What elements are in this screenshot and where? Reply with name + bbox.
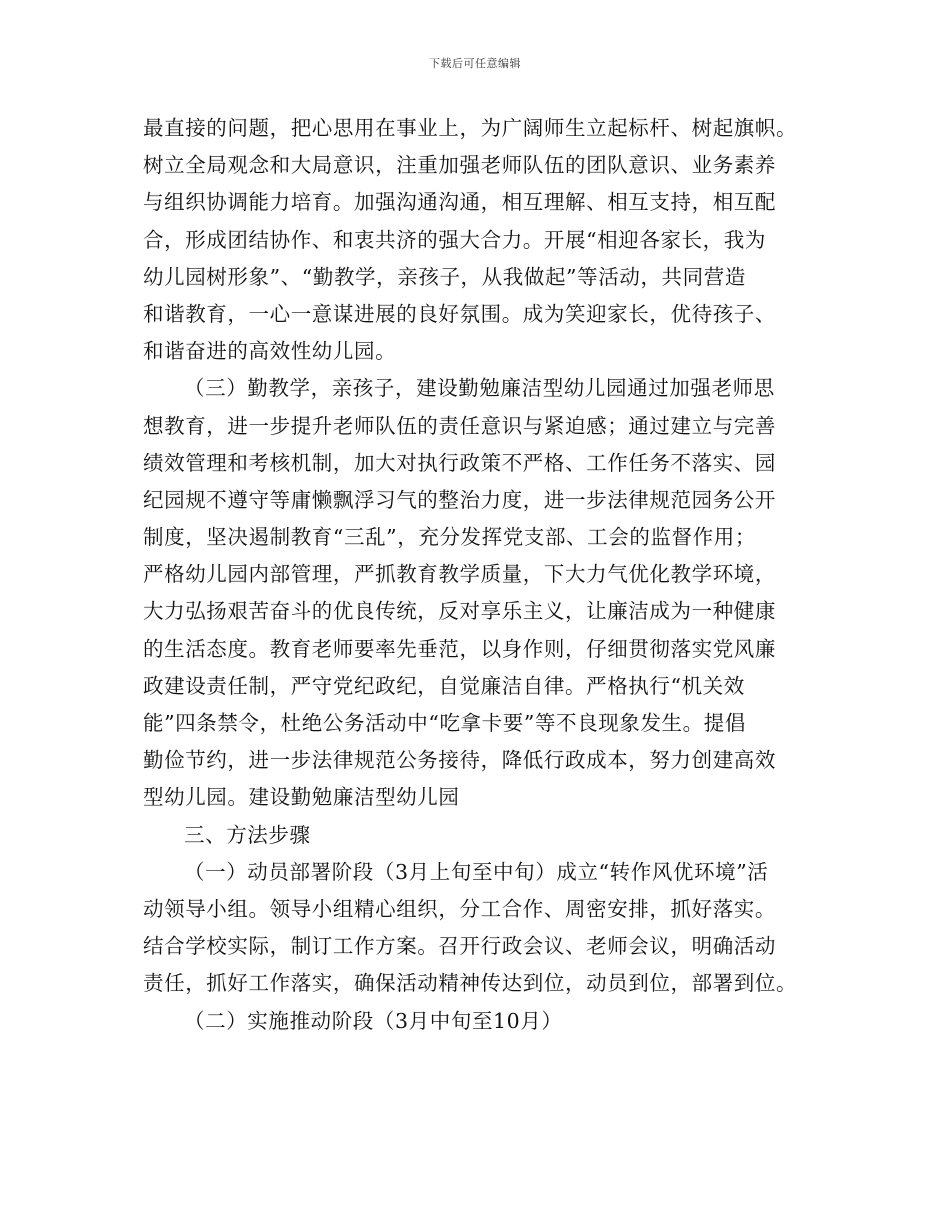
text-line: 合，形成团结协作、和衷共济的强大合力。开展“相迎各家长，我为	[143, 227, 766, 252]
text-line: 绩效管理和考核机制，加大对执行政策不严格、工作任务不落实、园	[143, 450, 776, 475]
text-line: 动领导小组。领导小组精心组织，分工合作、周密安排，抓好落实。	[143, 896, 776, 921]
text-line: 和谐奋进的高效性幼儿园。	[143, 339, 397, 364]
text-line: （二）实施推动阶段（3月中旬至10月）	[184, 1008, 563, 1033]
text-line: 责任，抓好工作落实，确保活动精神传达到位，动员到位，部署到位。	[143, 971, 798, 996]
text-line: 纪园规不遵守等庸懒飘浮习气的整治力度，进一步法律规范园务公开	[143, 487, 776, 512]
text-line: （一）动员部署阶段（3月上旬至中旬）成立“转作风优环境”活	[184, 859, 769, 884]
text-line: 结合学校实际，制订工作方案。召开行政会议、老师会议，明确活动	[143, 934, 776, 959]
text-line: 勤俭节约，进一步法律规范公务接待，降低行政成本，努力创建高效	[143, 748, 776, 773]
text-line: 型幼儿园。建设勤勉廉洁型幼儿园	[143, 785, 460, 810]
text-line: 能”四条禁令，杜绝公务活动中“吃拿卡要”等不良现象发生。提倡	[143, 711, 746, 735]
text-line: （三）勤教学，亲孩子，建设勤勉廉洁型幼儿园通过加强老师思	[184, 376, 775, 401]
text-line: 幼儿园树形象”、“勤教学，亲孩子，从我做起”等活动，共同营造	[143, 264, 746, 289]
document-body	[143, 110, 823, 1040]
text-line: 想教育，进一步提升老师队伍的责任意识与紧迫感；通过建立与完善	[143, 413, 776, 438]
page-header: 下载后可任意编辑	[429, 57, 521, 70]
text-line: 政建设责任制，严守党纪政纪，自觉廉洁自律。严格执行“机关效	[143, 673, 745, 698]
text-line: 制度，坚决遏制教育“三乱”，充分发挥党支部、工会的监督作用；	[143, 525, 756, 550]
text-line: 三、方法步骤	[184, 822, 311, 847]
text-line: 严格幼儿园内部管理，严抓教育教学质量，下大力气优化教学环境，	[143, 562, 776, 587]
text-line: 和谐教育，一心一意谋进展的良好氛围。成为笑迎家长，优待孩子、	[143, 301, 776, 326]
text-line: 最直接的问题，把心思用在事业上，为广阔师生立起标杆、树起旗帜。	[143, 116, 798, 140]
text-line: 的生活态度。教育老师要率先垂范，以身作则，仔细贯彻落实党风廉	[143, 636, 776, 661]
text-line: 大力弘扬艰苦奋斗的优良传统，反对享乐主义，让廉洁成为一种健康	[143, 599, 776, 624]
text-line: 树立全局观念和大局意识，注重加强老师队伍的团队意识、业务素养	[143, 153, 776, 178]
text-line: 与组织协调能力培育。加强沟通沟通，相互理解、相互支持，相互配	[143, 190, 776, 215]
